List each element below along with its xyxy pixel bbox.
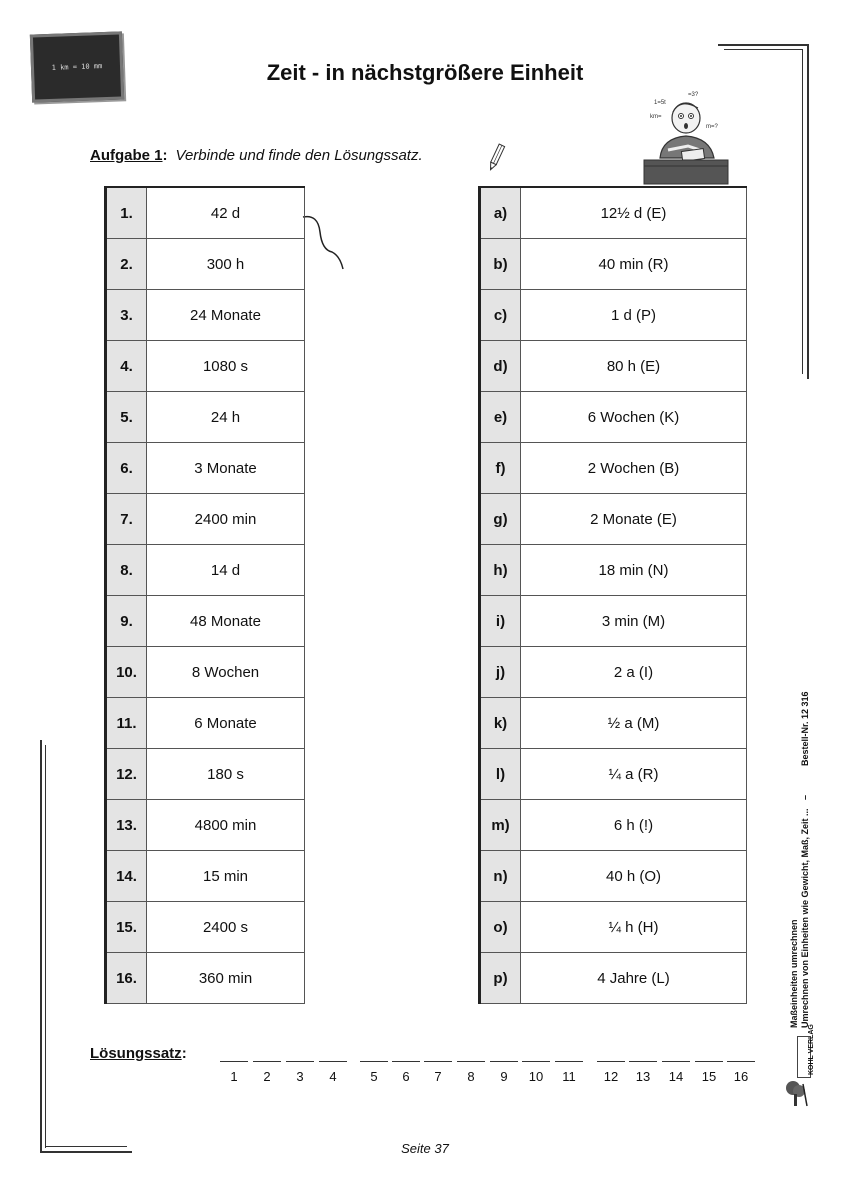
left-table-row-label: 11. (106, 698, 147, 749)
solution-blank[interactable] (360, 1061, 388, 1062)
left-table-row-value: 6 Monate (147, 698, 305, 749)
frame-right-v2 (802, 49, 803, 374)
left-table-row (106, 647, 305, 698)
solution-blank[interactable] (727, 1061, 755, 1062)
right-table-row-value: 40 min (R) (521, 239, 747, 290)
right-table-row-value: 2 Monate (E) (521, 494, 747, 545)
right-table-row-label: a) (480, 187, 521, 239)
left-table-row (106, 596, 305, 647)
left-table-row-value: 180 s (147, 749, 305, 800)
right-table-row (480, 902, 747, 953)
left-table-row-label: 8. (106, 545, 147, 596)
solution-blank-number: 13 (635, 1069, 651, 1084)
left-table-row-label: 6. (106, 443, 147, 494)
right-table-row-label: c) (480, 290, 521, 341)
frame-top-right-h (718, 44, 808, 46)
left-table-row-value: 14 d (147, 545, 305, 596)
solution-blank[interactable] (662, 1061, 690, 1062)
right-table-row-label: l) (480, 749, 521, 800)
right-table-row (480, 749, 747, 800)
sidebar-dash: – (800, 794, 810, 800)
right-table-row-value: 2 a (I) (521, 647, 747, 698)
publisher-name: KOHL VERLAG (808, 1024, 815, 1075)
solution-blank[interactable] (695, 1061, 723, 1062)
left-table-row-label: 9. (106, 596, 147, 647)
solution-blank[interactable] (319, 1061, 347, 1062)
left-table-row (106, 800, 305, 851)
solution-blank-number: 15 (701, 1069, 717, 1084)
right-table-row (480, 187, 747, 239)
right-table-row-label: e) (480, 392, 521, 443)
solution-blank-number: 1 (230, 1069, 238, 1084)
left-table (104, 186, 305, 1004)
solution-blank-number: 12 (603, 1069, 619, 1084)
left-table-row-label: 3. (106, 290, 147, 341)
left-table-row (106, 851, 305, 902)
left-table-row-label: 7. (106, 494, 147, 545)
solution-blank-number: 7 (434, 1069, 442, 1084)
left-table-row-label: 5. (106, 392, 147, 443)
right-table-row-value: 80 h (E) (521, 341, 747, 392)
right-table-row (480, 239, 747, 290)
task-heading (90, 147, 423, 164)
left-table-row-value: 3 Monate (147, 443, 305, 494)
left-table-row-label: 12. (106, 749, 147, 800)
solution-blank[interactable] (424, 1061, 452, 1062)
solution-blank[interactable] (457, 1061, 485, 1062)
chalkboard-text: 1 km = 10 mm (51, 62, 103, 72)
left-table-row (106, 749, 305, 800)
task-label: Aufgabe 1 (90, 147, 163, 164)
solution-heading (90, 1045, 187, 1062)
right-table-row (480, 647, 747, 698)
sidebar-order-number (800, 691, 811, 766)
left-table-row-label: 13. (106, 800, 147, 851)
right-table-row (480, 443, 747, 494)
left-table-row (106, 443, 305, 494)
tree-logo-icon (783, 1078, 809, 1108)
pencil-icon (486, 142, 506, 174)
left-table-row-value: 2400 min (147, 494, 305, 545)
solution-blank[interactable] (286, 1061, 314, 1062)
solution-blank-number: 10 (528, 1069, 544, 1084)
page-title: Zeit - in nächstgrößere Einheit (266, 60, 584, 85)
left-table-row (106, 239, 305, 290)
svg-text:km=: km= (650, 114, 662, 120)
right-table-row (480, 800, 747, 851)
right-table (478, 186, 747, 1004)
right-table-row (480, 494, 747, 545)
left-table-row (106, 698, 305, 749)
left-table-row-label: 15. (106, 902, 147, 953)
left-table-row (106, 290, 305, 341)
right-table-row (480, 392, 747, 443)
left-table-row-label: 16. (106, 953, 147, 1004)
right-table-row-value: ¼ a (R) (521, 749, 747, 800)
solution-blank[interactable] (392, 1061, 420, 1062)
left-table-row-label: 2. (106, 239, 147, 290)
right-table-row-value: 12½ d (E) (521, 187, 747, 239)
right-table-row-label: p) (480, 953, 521, 1004)
left-table-row-value: 24 Monate (147, 290, 305, 341)
right-table-row (480, 953, 747, 1004)
left-table-row-label: 14. (106, 851, 147, 902)
solution-blank-number: 8 (467, 1069, 475, 1084)
right-table-row-label: h) (480, 545, 521, 596)
right-table-row-value: 1 d (P) (521, 290, 747, 341)
right-table-row-value: ½ a (M) (521, 698, 747, 749)
page-footer: Seite 37 (401, 1141, 449, 1156)
right-table-row-label: m) (480, 800, 521, 851)
book-subtitle: Umrechnen von Einheiten wie Gewicht, Maß, Zeit ... (800, 808, 810, 1028)
left-table-row (106, 953, 305, 1004)
solution-blank[interactable] (597, 1061, 625, 1062)
left-table-row (106, 494, 305, 545)
right-table-row-value: 6 h (!) (521, 800, 747, 851)
sidebar-separator (800, 795, 811, 800)
order-number: Bestell-Nr. 12 316 (800, 691, 810, 766)
svg-text:=3?: =3? (688, 92, 699, 98)
solution-blank[interactable] (629, 1061, 657, 1062)
right-table-row-label: d) (480, 341, 521, 392)
left-table-row-value: 24 h (147, 392, 305, 443)
right-table-row-label: f) (480, 443, 521, 494)
solution-blank-number: 2 (263, 1069, 271, 1084)
left-table-row (106, 392, 305, 443)
solution-blank[interactable] (220, 1061, 248, 1062)
svg-text:m=?: m=? (706, 124, 718, 130)
left-table-row-value: 48 Monate (147, 596, 305, 647)
left-table-row-value: 2400 s (147, 902, 305, 953)
frame-left-v2 (45, 745, 46, 1148)
right-table-row-value: 6 Wochen (K) (521, 392, 747, 443)
right-table-row (480, 341, 747, 392)
right-table-row (480, 290, 747, 341)
solution-colon: : (181, 1045, 187, 1062)
solution-blank-number: 5 (370, 1069, 378, 1084)
left-table-row-value: 300 h (147, 239, 305, 290)
svg-text:1=5t: 1=5t (654, 100, 666, 106)
solution-blank-number: 16 (733, 1069, 749, 1084)
left-table-row-value: 360 min (147, 953, 305, 1004)
left-table-row (106, 902, 305, 953)
solution-blank-number: 9 (500, 1069, 508, 1084)
left-table-row (106, 187, 305, 239)
left-table-row-value: 15 min (147, 851, 305, 902)
right-table-row-value: 40 h (O) (521, 851, 747, 902)
right-table-row-label: j) (480, 647, 521, 698)
left-table-row-value: 4800 min (147, 800, 305, 851)
right-table-row-label: g) (480, 494, 521, 545)
frame-right-v (807, 44, 809, 379)
right-table-row-value: 2 Wochen (B) (521, 443, 747, 494)
solution-blank[interactable] (490, 1061, 518, 1062)
left-table-row-label: 1. (106, 187, 147, 239)
left-table-row-label: 4. (106, 341, 147, 392)
right-table-row-value: ¼ h (H) (521, 902, 747, 953)
solution-blank-number: 6 (402, 1069, 410, 1084)
left-table-row (106, 545, 305, 596)
book-title: Maßeinheiten umrechnen (789, 919, 799, 1028)
solution-blank-number: 3 (296, 1069, 304, 1084)
left-table-row-label: 10. (106, 647, 147, 698)
solution-blank[interactable] (522, 1061, 550, 1062)
right-table-row (480, 545, 747, 596)
right-table-row (480, 596, 747, 647)
left-table-row-value: 42 d (147, 187, 305, 239)
thinking-boy-illustration (640, 88, 732, 188)
task-instruction: Verbinde und finde den Lösungssatz. (175, 147, 423, 164)
solution-blank[interactable] (253, 1061, 281, 1062)
right-table-row (480, 851, 747, 902)
right-table-row (480, 698, 747, 749)
task-colon: : (162, 147, 168, 164)
sidebar-subtitle (800, 808, 811, 1028)
solution-label: Lösungssatz (90, 1045, 182, 1062)
solution-blank[interactable] (555, 1061, 583, 1062)
left-table-row-value: 1080 s (147, 341, 305, 392)
right-table-row-value: 4 Jahre (L) (521, 953, 747, 1004)
publisher-box (797, 1024, 815, 1078)
right-table-row-label: k) (480, 698, 521, 749)
right-table-row-label: i) (480, 596, 521, 647)
frame-top-right-h2 (724, 49, 802, 50)
solution-blank-number: 4 (329, 1069, 337, 1084)
example-connection-line (300, 210, 350, 275)
right-table-row-label: b) (480, 239, 521, 290)
solution-blank-number: 14 (668, 1069, 684, 1084)
solution-blank-number: 11 (562, 1069, 576, 1084)
right-table-row-label: n) (480, 851, 521, 902)
sidebar-title (789, 919, 800, 1028)
right-table-row-value: 18 min (N) (521, 545, 747, 596)
right-table-row-value: 3 min (M) (521, 596, 747, 647)
left-table-row-value: 8 Wochen (147, 647, 305, 698)
right-table-row-label: o) (480, 902, 521, 953)
left-table-row (106, 341, 305, 392)
frame-left-v (40, 740, 42, 1153)
